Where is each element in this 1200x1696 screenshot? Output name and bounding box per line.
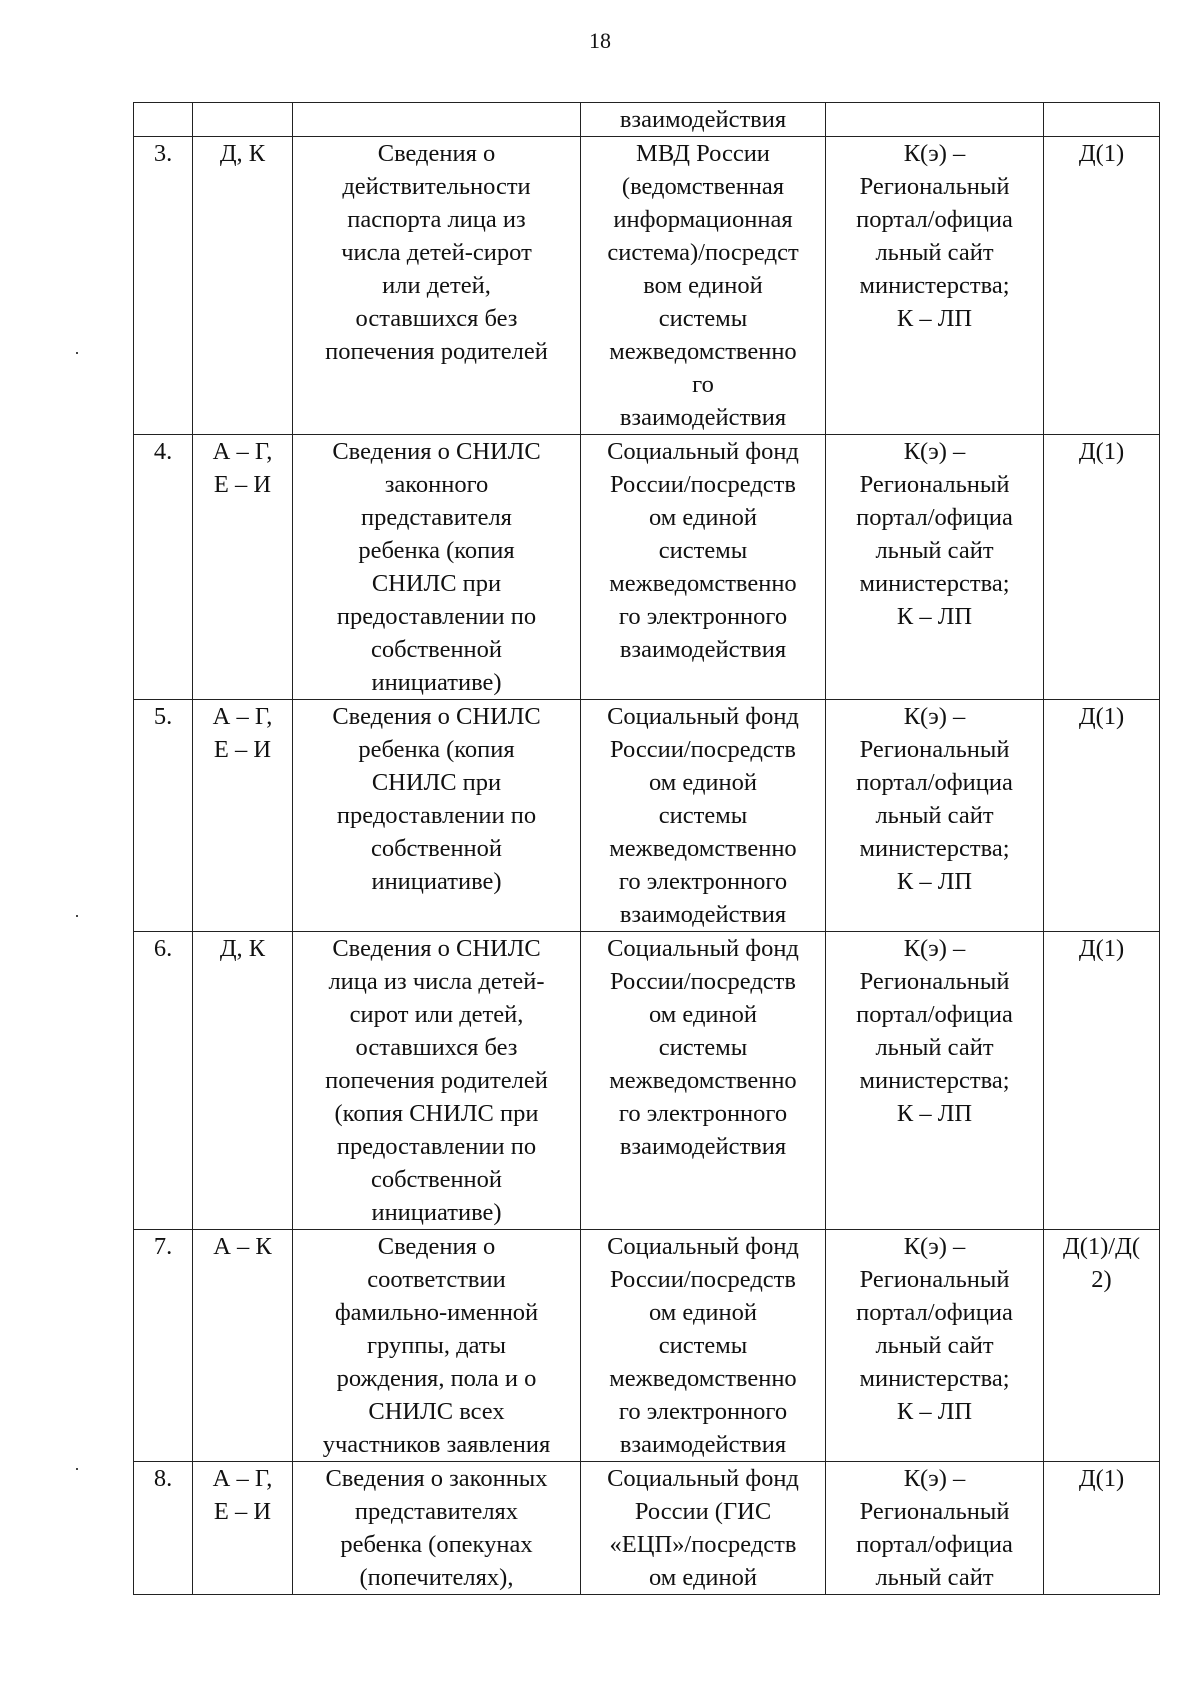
cell-category: А – К — [193, 1230, 293, 1462]
cell-description — [293, 103, 581, 137]
cell-category: А – Г, Е – И — [193, 435, 293, 700]
cell-num — [134, 103, 193, 137]
cell-num: 4. — [134, 435, 193, 700]
cell-source: Социальный фонд России (ГИС «ЕЦП»/посредств ом единой — [581, 1462, 826, 1595]
cell-method: К(э) – Региональный портал/официа льный сайт министерства; К – ЛП — [826, 932, 1044, 1230]
cell-num: 6. — [134, 932, 193, 1230]
cell-form: Д(1)/Д( 2) — [1044, 1230, 1160, 1462]
cell-method — [826, 103, 1044, 137]
cell-form: Д(1) — [1044, 700, 1160, 932]
cell-source: Социальный фонд России/посредств ом единой системы межведомственно го электронного взаимодействия — [581, 932, 826, 1230]
cell-form: Д(1) — [1044, 932, 1160, 1230]
cell-category — [193, 103, 293, 137]
cell-form: Д(1) — [1044, 1462, 1160, 1595]
cell-description: Сведения о соответствии фамильно-именной группы, даты рождения, пола и о СНИЛС всех участников заявления — [293, 1230, 581, 1462]
cell-num: 7. — [134, 1230, 193, 1462]
table-row — [134, 1462, 1160, 1595]
cell-source: Социальный фонд России/посредств ом единой системы межведомственно го электронного взаимодействия — [581, 435, 826, 700]
cell-description: Сведения о СНИЛС законного представителя ребенка (копия СНИЛС при предоставлении по собственной инициативе) — [293, 435, 581, 700]
cell-num: 8. — [134, 1462, 193, 1595]
cell-source: Социальный фонд России/посредств ом единой системы межведомственно го электронного взаимодействия — [581, 700, 826, 932]
cell-num: 5. — [134, 700, 193, 932]
cell-category: А – Г, Е – И — [193, 700, 293, 932]
cell-num: 3. — [134, 137, 193, 435]
cell-source: МВД России (ведомственная информационная система)/посредст вом единой системы межведомственно го взаимодействия — [581, 137, 826, 435]
table-row — [134, 1230, 1160, 1462]
cell-method: К(э) – Региональный портал/официа льный сайт — [826, 1462, 1044, 1595]
cell-method: К(э) – Региональный портал/официа льный сайт министерства; К – ЛП — [826, 700, 1044, 932]
cell-description: Сведения о действительности паспорта лица из числа детей-сирот или детей, оставшихся без попечения родителей — [293, 137, 581, 435]
table-row — [134, 435, 1160, 700]
table-row — [134, 932, 1160, 1230]
scan-speck — [76, 352, 78, 354]
cell-form — [1044, 103, 1160, 137]
cell-form: Д(1) — [1044, 137, 1160, 435]
cell-source: Социальный фонд России/посредств ом единой системы межведомственно го электронного взаимодействия — [581, 1230, 826, 1462]
table-row-continuation — [134, 103, 1160, 137]
cell-method: К(э) – Региональный портал/официа льный сайт министерства; К – ЛП — [826, 137, 1044, 435]
cell-description: Сведения о СНИЛС ребенка (копия СНИЛС при предоставлении по собственной инициативе) — [293, 700, 581, 932]
cell-category: Д, К — [193, 932, 293, 1230]
cell-category: А – Г, Е – И — [193, 1462, 293, 1595]
cell-source: взаимодействия — [581, 103, 826, 137]
cell-category: Д, К — [193, 137, 293, 435]
cell-description: Сведения о СНИЛС лица из числа детей- сирот или детей, оставшихся без попечения родителей (копия СНИЛС при предоставлении по собственной инициативе) — [293, 932, 581, 1230]
scan-speck — [76, 915, 78, 917]
cell-method: К(э) – Региональный портал/официа льный сайт министерства; К – ЛП — [826, 1230, 1044, 1462]
cell-method: К(э) – Региональный портал/официа льный сайт министерства; К – ЛП — [826, 435, 1044, 700]
cell-form: Д(1) — [1044, 435, 1160, 700]
scan-speck — [76, 1468, 78, 1470]
table-row — [134, 137, 1160, 435]
cell-description: Сведения о законных представителях ребенка (опекунах (попечителях), — [293, 1462, 581, 1595]
page-number: 18 — [589, 28, 611, 53]
documents-table — [133, 102, 1160, 1595]
table-row — [134, 700, 1160, 932]
